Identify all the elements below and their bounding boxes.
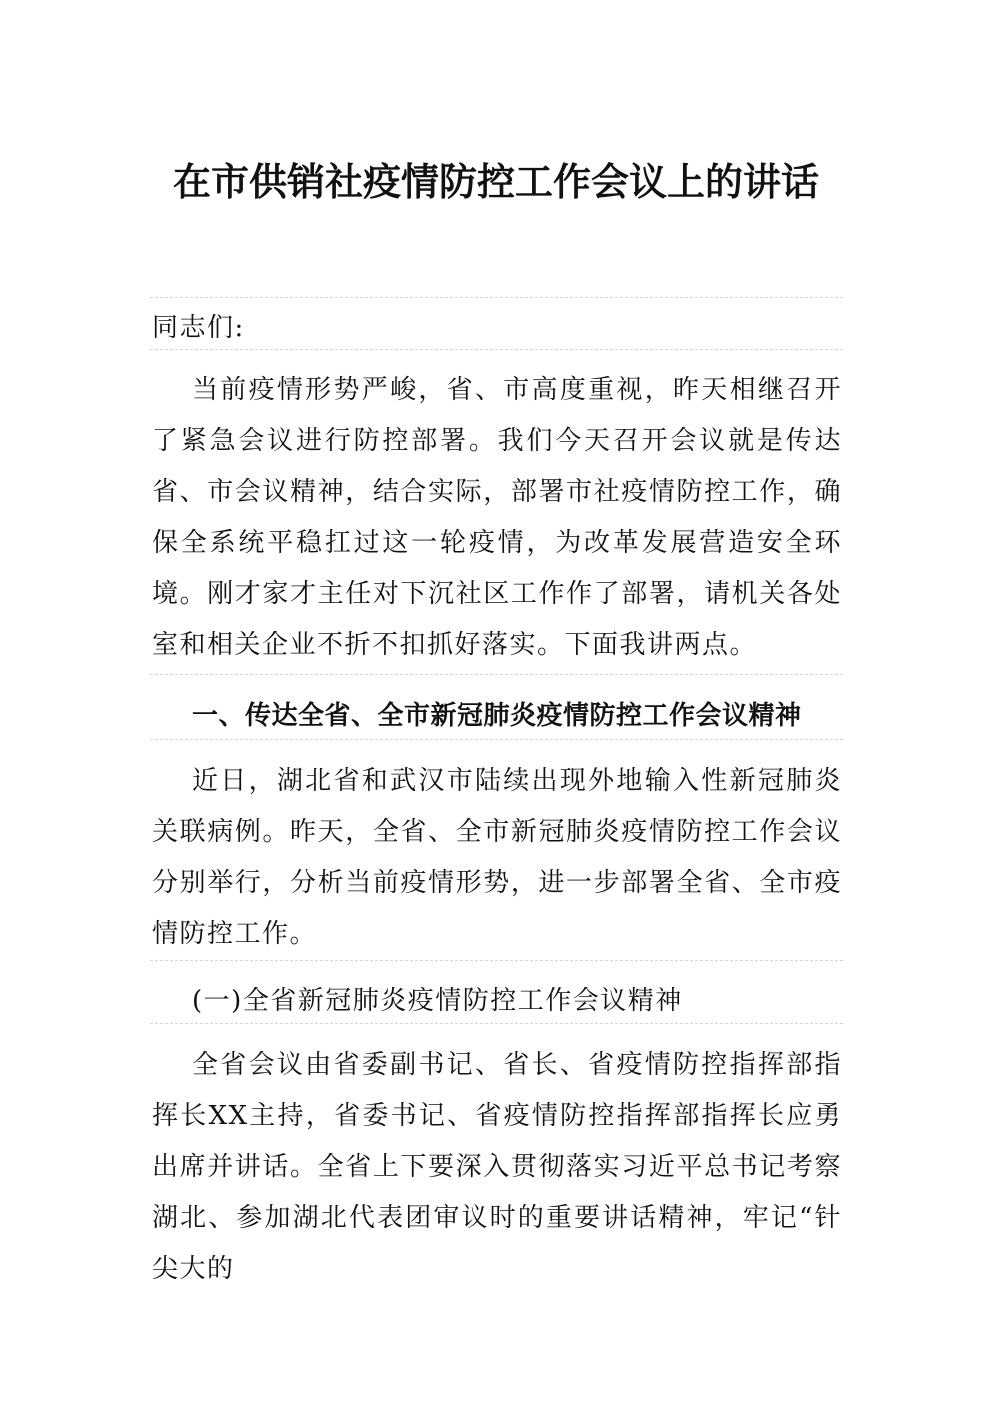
section-heading-1: 一、传达全省、全市新冠肺炎疫情防控工作会议精神 <box>192 701 802 731</box>
subsection-heading-1: (一)全省新冠肺炎疫情防控工作会议精神 <box>192 986 683 1016</box>
paragraph-section-1: 近日，湖北省和武汉市陆续出现外地输入性新冠肺炎关联病例。昨天，全省、全市新冠肺炎疫情防控工作会议分别举行，分析当前疫情形势，进一步部署全省、全市疫情防控工作。 <box>152 766 842 949</box>
divider <box>150 674 843 675</box>
divider <box>150 297 843 298</box>
paragraph-intro: 当前疫情形势严峻，省、市高度重视，昨天相继召开了紧急会议进行防控部署。我们今天召开会议就是传达省、市会议精神，结合实际，部署市社疫情防控工作，确保全系统平稳扛过这一轮疫情，为改革发展营造安全环境。刚才家才主任对下沉社区工作作了部署，请机关各处室和相关企业不折不扣抓好落实。下面我讲两点。 <box>152 375 842 660</box>
paragraph-subsection-1: 全省会议由省委副书记、省长、省疫情防控指挥部指挥长XX主持，省委书记、省疫情防控指挥部指挥长应勇出席并讲话。全省上下要深入贯彻落实习近平总书记考察湖北、参加湖北代表团审议时的重要讲话精神，牢记“针尖大的 <box>152 1050 842 1284</box>
salutation: 同志们: <box>152 313 245 343</box>
divider <box>150 960 843 961</box>
document-title: 在市供销社疫情防控工作会议上的讲话 <box>172 159 819 204</box>
divider <box>150 1023 843 1024</box>
divider <box>150 739 843 740</box>
divider <box>150 349 843 350</box>
